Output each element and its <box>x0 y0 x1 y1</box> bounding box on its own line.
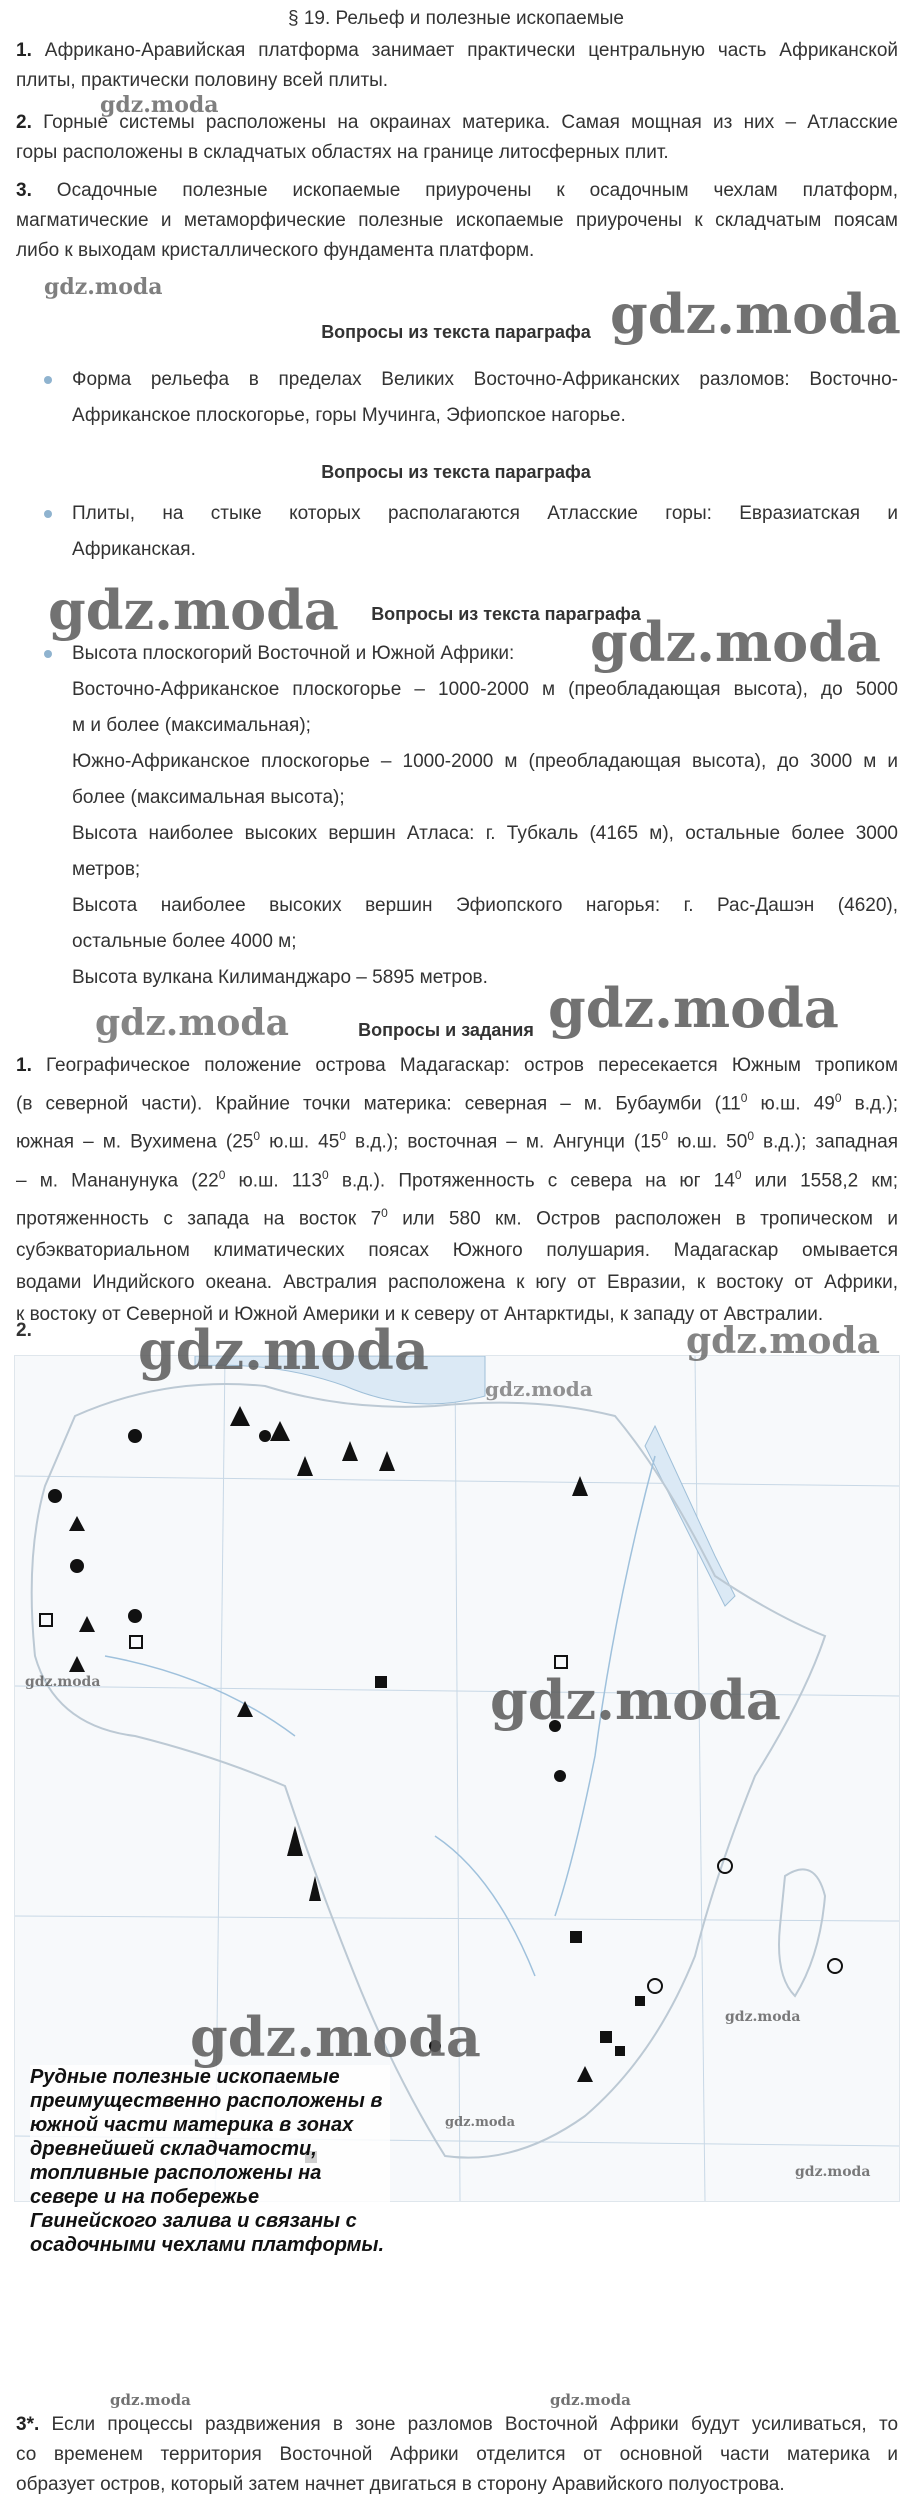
section-heading: Вопросы из текста параграфа <box>321 322 591 342</box>
item-number: 2. <box>16 1320 32 1341</box>
watermark-text: gdz.moda <box>725 2009 801 2025</box>
text-line: Плиты, на стыке которых располагаются Атласские горы: Евразиатская и <box>72 503 898 524</box>
item-number: 1. <box>16 1055 32 1076</box>
text-line: м и более (максимальная); <box>72 715 311 736</box>
watermark-text: gdz.moda <box>25 1674 101 1690</box>
text-line: Осадочные полезные ископаемые приурочены к осадочным чехлам платформ, <box>56 180 899 201</box>
watermark-text: gdz.moda <box>48 578 339 642</box>
text-line: протяженность с запада на восток $7^0$ или 580 км. Остров расположен в тропическом и <box>16 1205 898 1230</box>
text-line: либо к выходам кристаллического фундамента платформ. <box>16 240 535 261</box>
text-line: (в северной части). Крайние точки материка: северная – м. Бубаумби ($11^0$ ю.ш. $49^0$ в.д.); <box>16 1091 899 1115</box>
watermark-text: gdz.moda <box>550 2391 631 2409</box>
text-line: остальные более 4000 м; <box>72 931 297 952</box>
watermark-text: gdz.moda <box>490 1668 781 1732</box>
intro-paragraph-3 <box>16 176 898 266</box>
watermark-text: gdz.moda <box>95 1002 289 1044</box>
item-number: 1. <box>16 40 32 61</box>
watermark-text: gdz.moda <box>100 92 219 118</box>
madagascar-outline <box>779 1869 825 1996</box>
text-line: к востоку от Северной и Южной Америки и к северу от Антарктиды, к западу от Австралии. <box>16 1304 824 1326</box>
section-2-bullet <box>72 496 898 568</box>
text-line: Африканская. <box>72 539 196 560</box>
text-line: Форма рельефа в пределах Великих Восточно-Африканских разломов: Восточно- <box>72 369 898 390</box>
intro-paragraph-1 <box>16 36 898 96</box>
text-line: Географическое положение острова Мадагаскар: остров пересекается Южным тропиком <box>46 1055 898 1076</box>
section-1-bullet <box>72 362 898 434</box>
watermark-text: gdz.moda <box>610 282 901 346</box>
watermark-text: gdz.moda <box>548 976 839 1040</box>
bullet-icon <box>44 650 52 658</box>
watermark-text: gdz.moda <box>138 1318 429 1382</box>
text-line: Африкано-Аравийская платформа занимает практически центральную часть Африканской <box>44 40 898 61</box>
text-line: Южно-Африканское плоскогорье – 1000-2000 м (преобладающая высота), до 3000 м и <box>72 751 898 772</box>
item-number: 3*. <box>16 2414 40 2435</box>
text-line: Высота плоскогорий Восточной и Южной Африки: <box>72 643 515 664</box>
text-line: Высота наиболее высоких вершин Атласа: г. Тубкаль (4165 м), остальные более 3000 <box>72 823 898 844</box>
mineral-triangle-icon <box>230 1406 250 1426</box>
section-heading: Вопросы из текста параграфа <box>321 462 591 482</box>
page-title: § 19. Рельеф и полезные ископаемые <box>288 8 624 29</box>
section-heading: Вопросы и задания <box>358 1020 534 1040</box>
text-line: Высота вулкана Килиманджаро – 5895 метров. <box>72 967 488 988</box>
watermark-text: gdz.moda <box>445 2115 516 2130</box>
sea-shape <box>645 1426 735 1606</box>
watermark-text: gdz.moda <box>110 2391 191 2409</box>
watermark-text: gdz.moda <box>795 2164 871 2180</box>
text-line: образует остров, который затем начнет двигаться в сторону Аравийского полуострова. <box>16 2474 785 2495</box>
text-line: южная – м. Вухимена ($25^0$ ю.ш. $45^0$ в.д.); восточная – м. Ангунци ($15^0$ ю.ш. $50^0$ в.д.); западная <box>16 1129 898 1153</box>
watermark-text: gdz.moda <box>44 274 163 300</box>
item-3-paragraph <box>16 2410 898 2500</box>
watermark-text: gdz.moda <box>485 1377 593 1401</box>
bullet-icon <box>44 376 52 384</box>
watermark-text: gdz.moda <box>686 1320 880 1362</box>
text-line: более (максимальная высота); <box>72 787 345 808</box>
item-number: 2. <box>16 112 32 133</box>
map-caption: Рудные полезные ископаемые преимущественно расположены в южной части материка в зонах древнейшей складчатости, топливные расположены на севере и на побережье Гвинейского залива и связаны с осадочными чехлами платформы. <box>30 2065 390 2257</box>
text-line: метров; <box>72 859 141 880</box>
text-line: плиты, практически половину всей плиты. <box>16 70 389 91</box>
section-heading: Вопросы из текста параграфа <box>371 604 641 624</box>
section-4-paragraph <box>16 1050 898 1331</box>
text-line: Восточно-Африканское плоскогорье – 1000-2000 м (преобладающая высота), до 5000 <box>72 679 898 700</box>
text-line: Если процессы раздвижения в зоне разломов Восточной Африки будут усиливаться, то <box>51 2414 899 2435</box>
text-line: Высота наиболее высоких вершин Эфиопского нагорья: г. Рас-Дашэн (4620), <box>72 895 898 916</box>
watermark-text: gdz.moda <box>590 610 881 674</box>
text-line: водами Индийского океана. Австралия расположена к югу от Евразии, к востоку от Африки, <box>16 1272 898 1294</box>
text-line: горы расположены в складчатых областях на границе литосферных плит. <box>16 142 669 163</box>
item-number: 3. <box>16 180 32 201</box>
section-3-bullet <box>72 636 898 996</box>
bullet-icon <box>44 510 52 518</box>
text-line: субэкваториальном климатических поясах Южного полушария. Мадагаскар омывается <box>16 1240 898 1262</box>
text-line: – м. Мананунука ($22^0$ ю.ш. $113^0$ в.д.). Протяженность с севера на юг $14^0$ или 1558,2 км; <box>16 1167 898 1191</box>
text-line: магматические и метаморфические полезные ископаемые приурочены к складчатым поясам <box>16 210 898 231</box>
watermark-text: gdz.moda <box>190 2005 481 2069</box>
text-line: со временем территория Восточной Африки отделится от основной части материка и <box>16 2444 898 2465</box>
text-line: Горные системы расположены на окраинах материка. Самая мощная из них – Атласские <box>43 112 898 133</box>
text-line: Африканское плоскогорье, горы Мучинга, Эфиопское нагорье. <box>72 405 626 426</box>
